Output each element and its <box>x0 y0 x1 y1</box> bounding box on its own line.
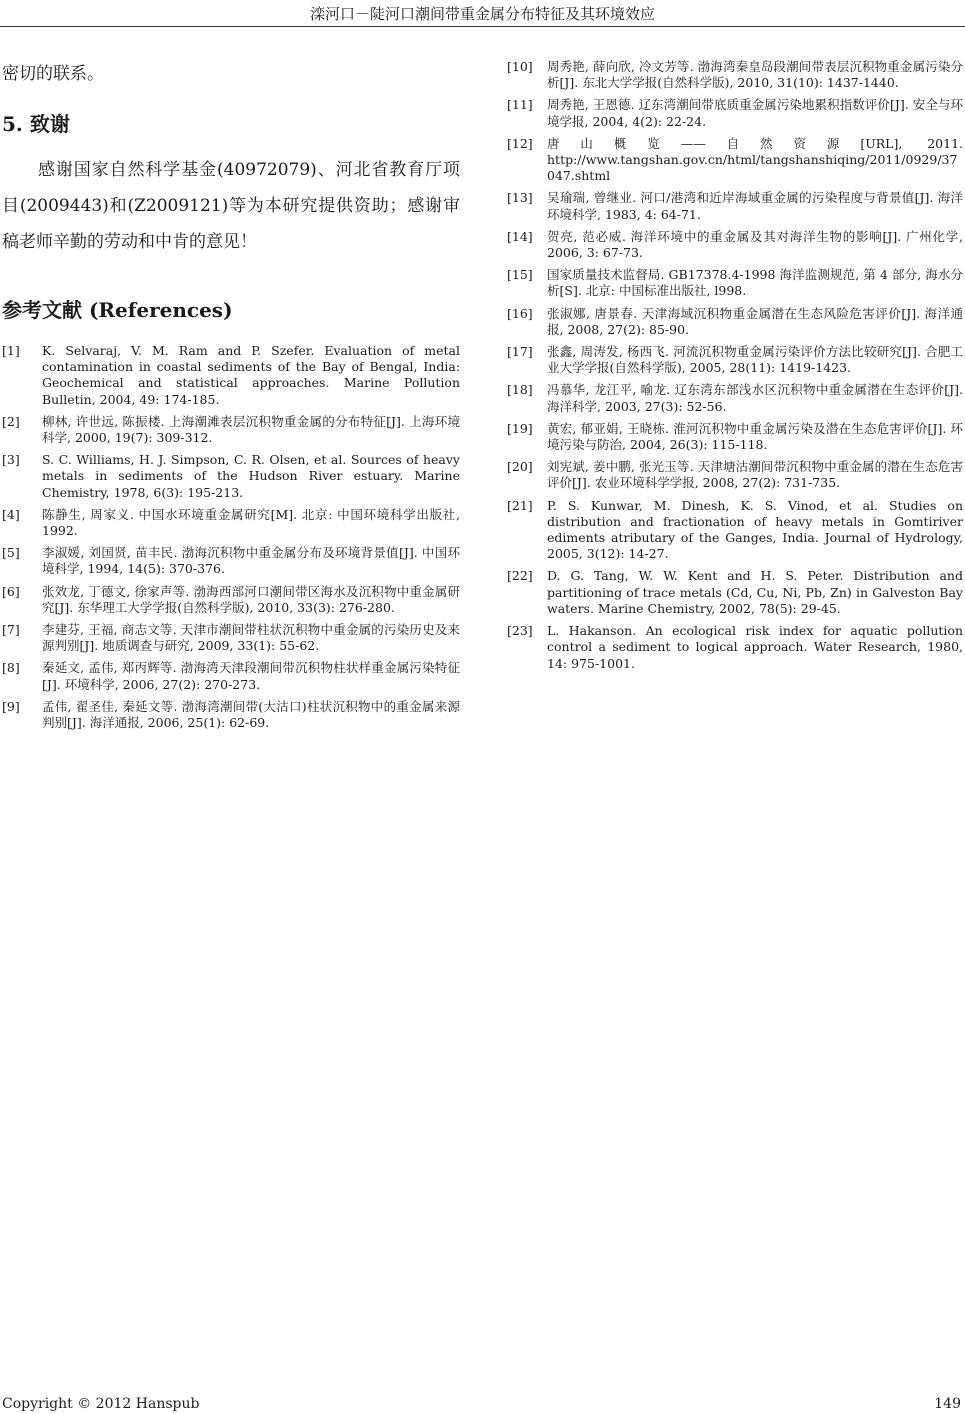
reference-number: [5] <box>2 545 20 561</box>
reference-item <box>507 267 963 299</box>
acknowledgement-heading: 5. 致谢 <box>2 112 70 136</box>
paragraph-continuation: 密切的联系。 <box>2 64 104 84</box>
reference-text: 张鑫, 周涛发, 杨西飞. 河流沉积物重金属污染评价方法比较研究[J]. 合肥工业大学学报(自然科学版), 2005, 28(11): 1419-1423. <box>547 344 963 376</box>
reference-number: [4] <box>2 506 20 522</box>
reference-number: [21] <box>507 497 533 513</box>
reference-number: [14] <box>507 228 533 244</box>
reference-item <box>2 660 460 692</box>
reference-number: [22] <box>507 568 533 584</box>
reference-number: [12] <box>507 135 533 151</box>
reference-number: [11] <box>507 97 533 113</box>
reference-item <box>2 452 460 501</box>
reference-text: K. Selvaraj, V. M. Ram and P. Szefer. Evaluation of metal contamination in coastal sediments of the Bay of Bengal, India: Geochemical and statistical approaches. Marine Pollution Bulletin, 2004, 49: 174-185. <box>42 343 460 407</box>
copyright-notice: Copyright © 2012 Hanspub <box>2 1396 200 1412</box>
reference-list-right <box>507 59 963 678</box>
reference-item <box>2 414 460 446</box>
reference-item <box>507 59 963 91</box>
reference-number: [9] <box>2 698 20 714</box>
reference-item <box>2 584 460 616</box>
reference-number: [10] <box>507 59 533 74</box>
reference-text: P. S. Kunwar, M. Dinesh, K. S. Vinod, et al. Studies on distribution and fractionation of heavy metals in Gomtiriver ediments atributary of the Ganges, India. Journal of Hydrology, 2005, 3(12): 14-27. <box>547 497 963 562</box>
reference-text: 陈静生, 周家义. 中国水环境重金属研究[M]. 北京: 中国环境科学出版社, 1992. <box>42 506 460 539</box>
reference-text: 柳林, 许世远, 陈振楼. 上海潮滩表层沉积物重金属的分布特征[J]. 上海环境科学, 2000, 19(7): 309-312. <box>42 413 460 446</box>
reference-text: 贺亮, 范必威. 海洋环境中的重金属及其对海洋生物的影响[J]. 广州化学, 2006, 3: 67-73. <box>547 228 963 261</box>
reference-number: [8] <box>2 660 20 676</box>
reference-number: [13] <box>507 190 533 206</box>
reference-item <box>507 623 963 672</box>
reference-text: 李淑媛, 刘国贤, 苗丰民. 渤海沉积物中重金属分布及环境背景值[J]. 中国环境科学, 1994, 14(5): 370-376. <box>42 545 460 577</box>
reference-text: 张淑娜, 唐景春. 天津海域沉积物重金属潜在生态风险危害评价[J]. 海洋通报, 2008, 27(2): 85-90. <box>547 305 963 337</box>
reference-text: 张效龙, 丁德文, 徐家声等. 渤海西部河口潮间带区海水及沉积物中重金属研究[J]. 东华理工大学学报(自然科学版), 2010, 33(3): 276-280. <box>42 583 460 615</box>
reference-text: 秦延文, 孟伟, 郑丙辉等. 渤海湾天津段潮间带沉积物柱状样重金属污染特征[J]. 环境科学, 2006, 27(2): 270-273. <box>42 660 460 692</box>
reference-item <box>2 622 460 654</box>
reference-text: 吴瑜瑞, 曾继业. 河口/港湾和近岸海域重金属的污染程度与背景值[J]. 海洋环境科学, 1983, 4: 64-71. <box>547 190 963 222</box>
reference-item <box>507 136 963 185</box>
header-rule <box>0 26 965 27</box>
reference-number: [6] <box>2 583 20 599</box>
reference-text: S. C. Williams, H. J. Simpson, C. R. Olsen, et al. Sources of heavy metals in sediments of the Hudson River estuary. Marine Chemistry, 1978, 6(3): 195-213. <box>42 452 460 500</box>
page-number: 149 <box>934 1396 961 1412</box>
reference-text: 唐山概览——自然资源[URL], 2011. http://www.tangshan.gov.cn/html/tangshanshiqing/2011/0929/37047.shtml <box>547 135 963 184</box>
reference-number: [15] <box>507 267 533 283</box>
reference-item <box>507 568 963 617</box>
reference-item <box>507 229 963 261</box>
acknowledgement-body: 感谢国家自然科学基金(40972079)、河北省教育厅项目(2009443)和(Z2009121)等为本研究提供资助；感谢审稿老师辛勤的劳动和中肯的意见！ <box>2 160 460 252</box>
reference-number: [17] <box>507 344 533 360</box>
reference-item <box>507 190 963 222</box>
reference-number: [3] <box>2 452 20 468</box>
reference-text: 刘宪斌, 姜中鹏, 张光玉等. 天津塘沽潮间带沉积物中重金属的潜在生态危害评价[J]. 农业环境科学学报, 2008, 27(2): 731-735. <box>547 459 963 491</box>
reference-list-left <box>2 343 460 737</box>
reference-text: D. G. Tang, W. W. Kent and H. S. Peter. Distribution and partitioning of trace metals (Cd, Cu, Ni, Pb, Zn) in Galveston Bay waters. Marine Chemistry, 2002, 78(5): 29-45. <box>547 568 963 616</box>
reference-text: 冯慕华, 龙江平, 喻龙. 辽东湾东部浅水区沉积物中重金属潜在生态评价[J]. 海洋科学, 2003, 27(3): 52-56. <box>547 382 963 414</box>
reference-text: 孟伟, 翟圣佳, 秦延文等. 渤海湾潮间带(大沽口)柱状沉积物中的重金属来源判别[J]. 海洋通报, 2006, 25(1): 62-69. <box>42 698 460 731</box>
reference-item <box>507 97 963 129</box>
reference-text: 李建芬, 王福, 商志文等. 天津市潮间带柱状沉积物中重金属的污染历史及来源判别[J]. 地质调查与研究, 2009, 33(1): 55-62. <box>42 622 460 654</box>
reference-item <box>507 459 963 491</box>
reference-number: [1] <box>2 343 20 358</box>
reference-text: 黄宏, 郁亚娟, 王晓栋. 淮河沉积物中重金属污染及潜在生态危害评价[J]. 环境污染与防治, 2004, 26(3): 115-118. <box>547 420 963 453</box>
reference-text: 国家质量技术监督局. GB17378.4-1998 海洋监测规范, 第 4 部分, 海水分析[S]. 北京: 中国标准出版社, l998. <box>547 267 963 299</box>
reference-item <box>2 699 460 731</box>
reference-number: [23] <box>507 623 533 639</box>
reference-item <box>507 382 963 414</box>
reference-item <box>507 498 963 563</box>
reference-number: [16] <box>507 305 533 321</box>
reference-item <box>507 306 963 338</box>
reference-number: [18] <box>507 382 533 398</box>
reference-item <box>2 545 460 577</box>
reference-number: [20] <box>507 459 533 475</box>
reference-number: [2] <box>2 413 20 429</box>
reference-item <box>507 344 963 376</box>
reference-item <box>2 507 460 539</box>
running-title: 滦河口－陡河口潮间带重金属分布特征及其环境效应 <box>309 5 655 23</box>
reference-text: L. Hakanson. An ecological risk index for aquatic pollution control a sediment to logical approach. Water Research, 1980, 14: 975-1001. <box>547 623 963 671</box>
reference-number: [7] <box>2 622 20 638</box>
reference-number: [19] <box>507 420 533 436</box>
reference-text: 周秀艳, 王恩德. 辽东湾潮间带底质重金属污染地累积指数评价[J]. 安全与环境学报, 2004, 4(2): 22-24. <box>547 97 963 129</box>
reference-text: 周秀艳, 薛向欣, 冷文芳等. 渤海湾秦皇岛段潮间带表层沉积物重金属污染分析[J]. 东北大学学报(自然科学版), 2010, 31(10): 1437-1440. <box>547 59 963 91</box>
references-heading: 参考文献 (References) <box>2 298 233 322</box>
reference-item <box>2 343 460 408</box>
reference-item <box>507 421 963 453</box>
